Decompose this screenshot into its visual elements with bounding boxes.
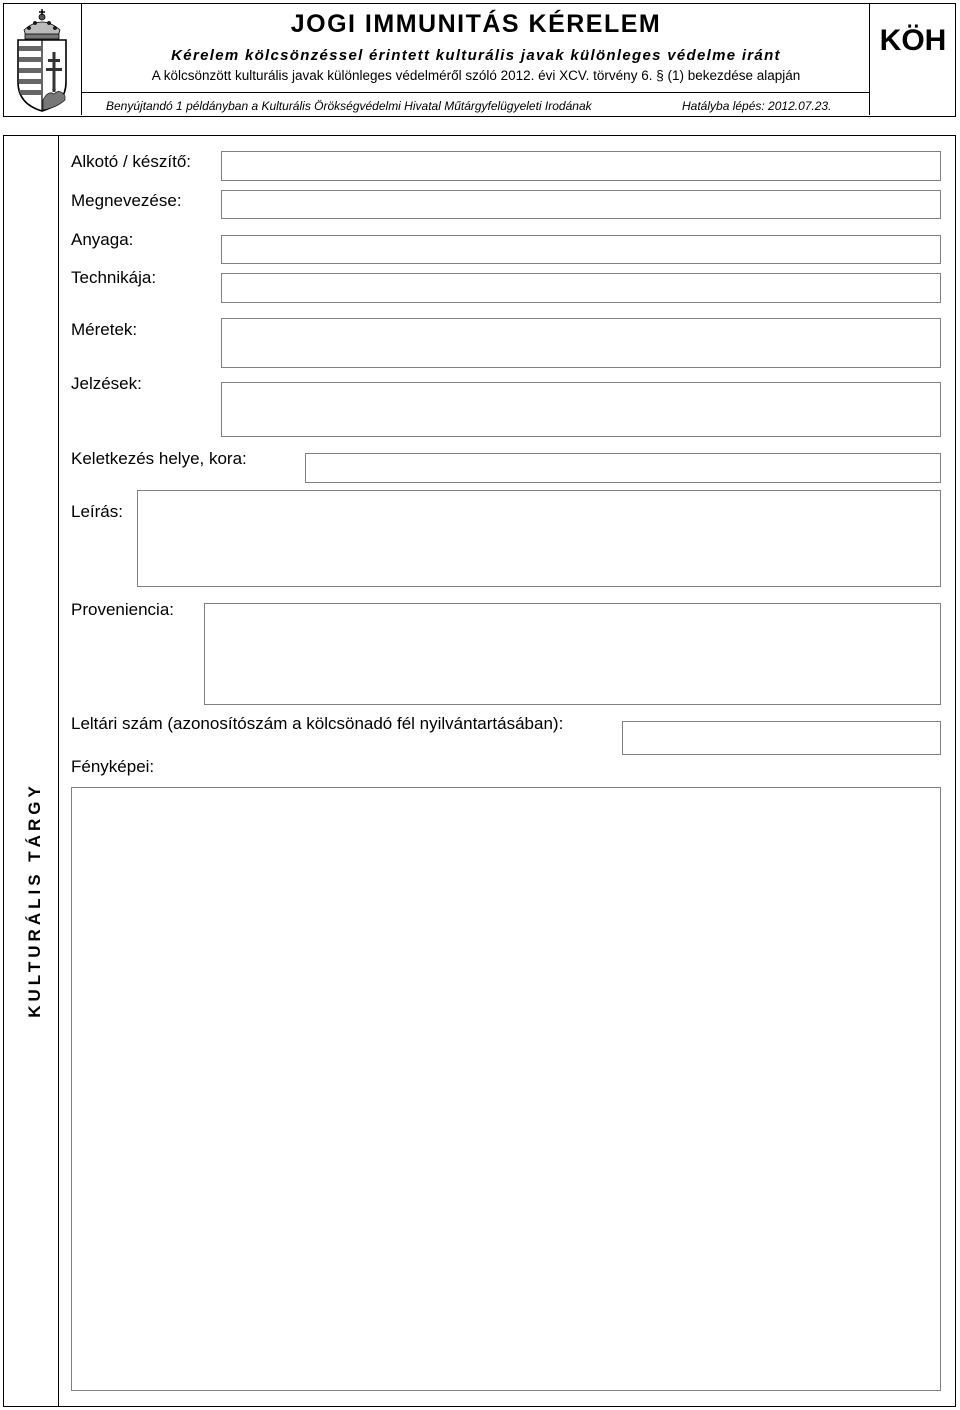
inventory-number-label: Leltári szám (azonosítószám a kölcsönadó fél nyilvántartásában): bbox=[71, 714, 564, 733]
name-field[interactable] bbox=[221, 190, 941, 219]
markings-label: Jelzések: bbox=[71, 374, 142, 393]
form-header bbox=[3, 3, 956, 117]
technique-field[interactable] bbox=[221, 273, 941, 303]
photos-label: Fényképei: bbox=[71, 757, 155, 776]
dimensions-label: Méretek: bbox=[71, 320, 138, 339]
title-block bbox=[82, 4, 870, 115]
markings-field[interactable] bbox=[221, 382, 941, 437]
material-field[interactable] bbox=[221, 235, 941, 264]
provenance-field[interactable] bbox=[204, 603, 941, 705]
technique-label: Technikája: bbox=[71, 268, 157, 287]
logo-cell bbox=[4, 4, 82, 115]
provenance-label: Proveniencia: bbox=[71, 600, 175, 619]
material-label: Anyaga: bbox=[71, 230, 134, 249]
photos-area[interactable] bbox=[71, 787, 941, 1391]
document-title: JOGI IMMUNITÁS KÉRELEM bbox=[290, 10, 662, 38]
agency-abbreviation: KÖH bbox=[879, 24, 947, 57]
document-subtitle: Kérelem kölcsönzéssel érintett kulturális javak különleges védelme iránt bbox=[171, 47, 781, 64]
origin-field[interactable] bbox=[305, 453, 941, 483]
agency-cell bbox=[869, 4, 955, 115]
inventory-number-field[interactable] bbox=[622, 721, 941, 755]
name-label: Megnevezése: bbox=[71, 191, 182, 210]
submission-note: Benyújtandó 1 példányban a Kulturális Örökségvédelmi Hivatal Műtárgyfelügyeleti Irodának bbox=[106, 99, 592, 113]
dimensions-field[interactable] bbox=[221, 318, 941, 368]
legal-basis: A kölcsönzött kulturális javak különleges védelméről szóló 2012. évi XCV. törvény 6. § (1) bekezdése alapján bbox=[151, 68, 801, 83]
hungarian-coat-of-arms-icon bbox=[4, 4, 80, 115]
description-label: Leírás: bbox=[71, 502, 123, 521]
effective-date: Hatályba lépés: 2012.07.23. bbox=[682, 99, 832, 113]
section-side-column bbox=[3, 135, 59, 1407]
creator-field[interactable] bbox=[221, 151, 941, 181]
section-side-label: KULTURÁLIS TÁRGY bbox=[25, 782, 44, 1018]
origin-label: Keletkezés helye, kora: bbox=[71, 449, 247, 468]
creator-label: Alkotó / készítő: bbox=[71, 152, 191, 171]
description-field[interactable] bbox=[137, 490, 941, 587]
title-divider bbox=[82, 92, 870, 93]
